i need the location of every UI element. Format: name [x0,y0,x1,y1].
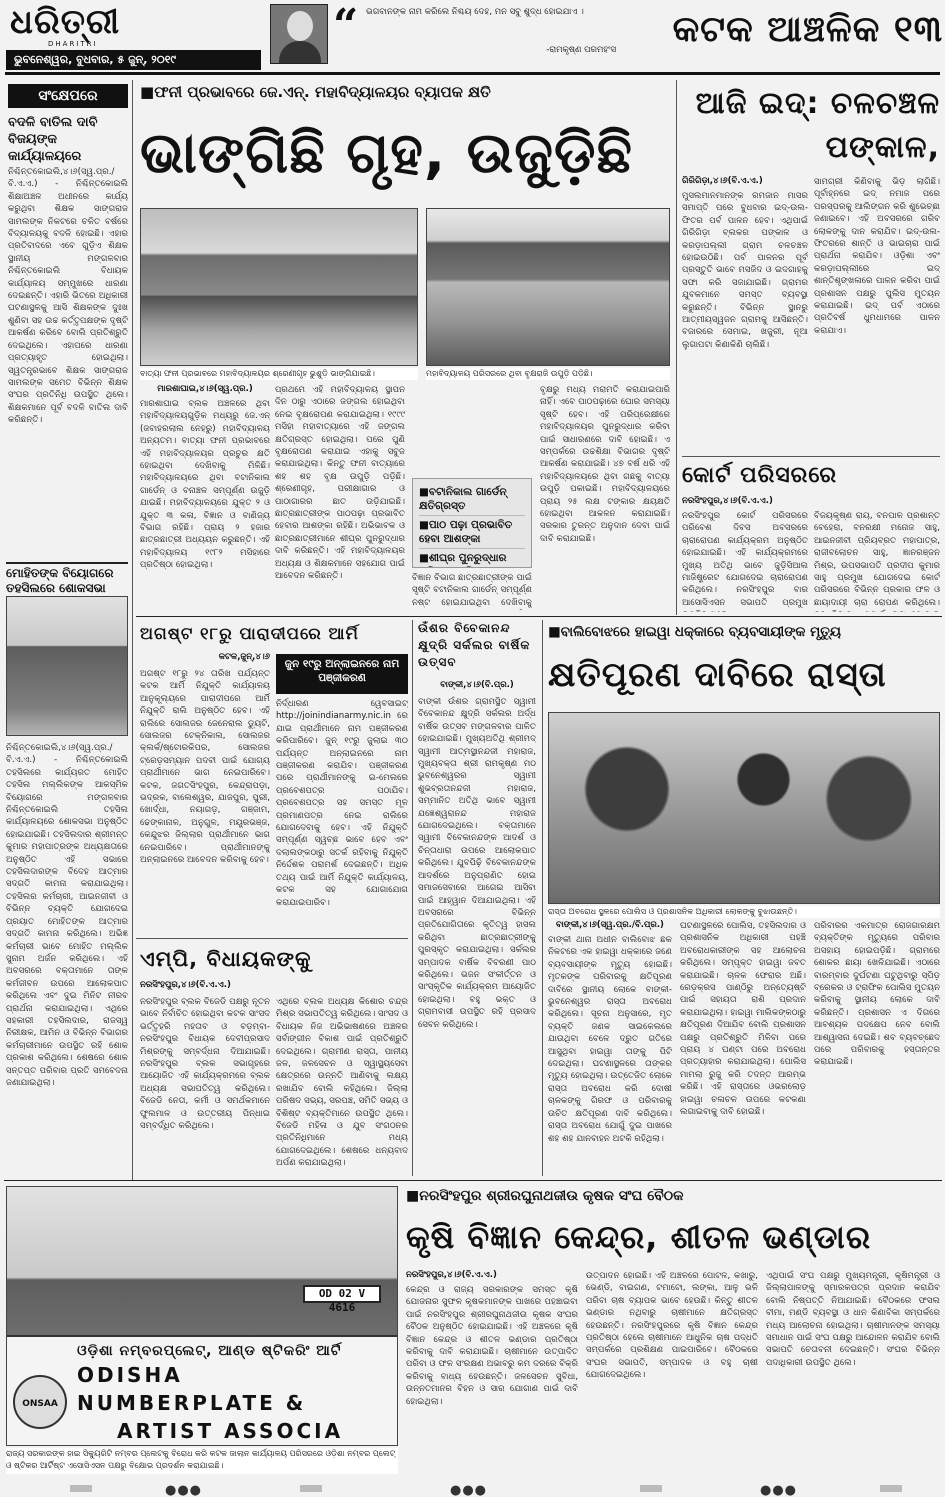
story4-body-col1: ଅଗଷ୍ଟ ୧୮ରୁ ୨୪ ତାରିଖ ପର୍ଯ୍ୟନ୍ତ କଟକ ଆର୍ମି ନିଯୁକ୍ତି କାର୍ଯ୍ୟାଳୟ ଆନୁକୂଲ୍ୟରେ ପାରାଦୀପରେ ଆର୍ମି ନିଯୁକ୍ତି ରାଲି ଅନୁଷ୍ଠିତ ହେବ। ଏହି ରାଲିରେ ସୋଲଜର ଜେନେରାଲ ଡ୍ୟୁଟି, ସୋଲଜର ଟେକ୍‌ନିକାଲ, ସୋଲଜର କ୍ଲର୍କ/ଷ୍ଟୋରକିପର, ସୋଲଜର ଟ୍ରେଡ଼ସମ୍ୟାନ ପଦବୀ ପାଇଁ ଯୋଗ୍ୟ ପ୍ରାର୍ଥୀମାନେ ଭାଗ ନେଇପାରିବେ। କଟକ, ଜଗତସିଂହପୁର, କେନ୍ଦ୍ରାପଡ଼ା, ଭଦ୍ରକ, ବାଲେଶ୍ୱର, ଯାଜପୁର, ପୁରୀ, ଖୋର୍ଦ୍ଧା, ନୟାଗଡ଼, ଗଞ୍ଜାମ, ଢେଙ୍କାନାଳ, ଅନୁଗୁଳ, ମୟୂରଭଞ୍ଜ, କେନ୍ଦୁଝର ଜିଲ୍ଲାର ପ୍ରାର୍ଥୀମାନେ ଭାଗ ନେଇପାରିବେ। ପ୍ରାର୍ଥୀମାନଙ୍କୁ ଅନ୍‌ଲାଇନରେ ଆବେଦନ କରିବାକୁ ହେବ। [140,669,270,866]
uprooted-trees-photo [426,208,670,366]
brief1-body: ନିଶ୍ଚିନ୍ତକୋଇଲି,୪।୬(ସ୍ୱ.ପ୍ର./ବି.ଏ.ଏ.) - ନିଶ୍ଚିନ୍ତକୋଇଲି ଶିକ୍ଷାଅଞ୍ଚଳ ଅଧୀନରେ କାର୍ଯ୍ୟ କରୁଥିବା ଶିକ୍ଷକ ସାଙ୍ଗରାଜ ସାମଲଙ୍କ ନିକଟରେ ଚଳିତ ବର୍ଷରେ ବିଦ୍ୟାଳୟକୁ ବଦଳି ହୋଇଛି। ଏହାର ପ୍ରତିବାଦରେ ଏବେ ଗୁଡ଼ିଏ ଶିକ୍ଷକ ସ୍ଥାନୀୟ ମଙ୍ଗଳବାର ନିଶ୍ଚିନ୍ତକୋଇଲି ବିଧାୟକ କାର୍ଯ୍ୟାଳୟ ସମ୍ମୁଖରେ ଧାରଣା ଦେଇଛନ୍ତି। ଏହାରି ଭିତରେ ଅଧିକାରୀ ଘଟଣାସ୍ଥଳକୁ ଆସି ଶିକ୍ଷକଙ୍କ ଦୁଃଖ ଶୁଣିବା ସହ ଉଚ୍ଚ କର୍ତ୍ତୃପକ୍ଷଙ୍କ ଦୃଷ୍ଟି ଆକର୍ଷଣ କରିବେ ବୋଲି ପ୍ରତିଶ୍ରୁତି ଦେଇଥିଲେ। ଏହାପରେ ଧାରଣା ପ୍ରତ୍ୟାହୃତ ହୋଇଥିଲା। ସ୍ୱତନ୍ତ୍ରଭାବେ ଶିକ୍ଷକ ସାଙ୍ଗରାଜ ସାମଲଙ୍କ ସମେତ ବିଭିନ୍ନ ଶିକ୍ଷକ ସଂଘର ପ୍ରତିନିଧି ଉପସ୍ଥିତ ଥିଲେ। ଶିକ୍ଷକମାନେ ପୂର୍ବ ବଦଳି ବାତିଲ ଦାବି କରିଛନ୍ତି। [8,167,128,426]
story6-dateline: ବାଙ୍କୀ,୪।୬(ସ୍ୱ.ପ୍ର./ବି.ପ୍ର.) [556,920,664,930]
brief2-headline[interactable]: ମୋହିତଙ୍କ ବିୟୋଗରେ ତହସିଲରେ ଶୋକସଭା [6,562,128,594]
story7-body-col1: ନରସିଂହପୁର ବ୍ଲକ ବିଜେଡି ପକ୍ଷରୁ ନୂତନ ଭାବେ ନିର୍ବାଚିତ ହୋଇଥିବା କଟକ ସାଂସଦ ଭର୍ତ୍ତୃହରି ମହତାବ ଓ ବଡ଼ମ୍ବା-ନରସିଂହପୁର ବିଧାୟକ ଦେବୀପ୍ରସାଦ ମିଶ୍ରଙ୍କୁ ସମ୍ବର୍ଦ୍ଧନା ଦିଆଯାଇଛି। ନରସିଂହପୁର ବ୍ଲକ ସଭାଗୃହରେ ଆୟୋଜିତ ଏହି କାର୍ଯ୍ୟକ୍ରମରେ ବ୍ଲକ ଅଧ୍ୟକ୍ଷ ସଭାପତିତ୍ୱ କରିଥିଲେ। ବିଜେଡି ନେତା, କର୍ମୀ ଓ ସମର୍ଥକମାନେ ଫୁଲମାଳ ଓ ଉତ୍ତରୀୟ ପିନ୍ଧାଇ ସମ୍ବର୍ଦ୍ଧିତ କରିଥିଲେ। [140,997,270,1132]
story6-caption: ରାସ୍ତା ଅବରୋଧ ସ୍ଥଳରେ ପୋଲିସ ଓ ପ୍ରଶାସନିକ ଅଧିକାରୀ ଲୋକଙ୍କୁ ବୁଝାଉଛନ୍ତି। [548,906,940,918]
story7-dateline: ନରସିଂହପୁର,୪।୬(ବି.ଏ.ଏ.) [140,980,231,990]
association-logo-icon: ONSAA [13,1375,67,1429]
story2-dateline: ଗିରିଗିଡ଼ା,୪।୬(ବି.ଏ.ଏ.) [682,176,763,186]
condolence-meeting-photo [6,596,128,736]
story1-kicker: ■ ଫନୀ ପ୍ରଭାବରେ ଜେ.ଏନ୍‌. ମହାବିଦ୍ୟାଳୟର ବ୍ୟାପକ କ୍ଷତି [140,82,660,104]
story1-headline[interactable]: ଭାଙ୍ଗିଛି ଗୃହ, ଉଜୁଡ଼ିଛି [140,121,633,186]
story1-body-col2: ପ୍ରଥମେ ଏହି ମହାବିଦ୍ୟାଳୟ ସ୍ଥାପନ ଦିନ ଠାରୁ ଏଠାରେ ଜଙ୍ଗଲ ହୋଇଥିବା ନେଇ ବୃକ୍ଷରୋପଣ କରାଯାଇଥିଲା। ୧୯୯୯ ମସିହା ମହାବାତ୍ୟାରେ ଏହି ଜଙ୍ଗଲ କ୍ଷତିଗ୍ରସ୍ତ ହୋଇଥିଲା। ପରେ ପୁଣି ବୃକ୍ଷରୋପଣ କରାଯାଇ ଏହାକୁ ସବୁଜ କରାଯାଇଥିଲା। କିନ୍ତୁ ଫନୀ ବାତ୍ୟାରେ ଶହ ଶହ ବୃକ୍ଷ ଉପୁଡ଼ି ପଡ଼ିଛି। ଶ୍ରେଣୀଗୃହ, ପରୀକ୍ଷାଗାର ଓ ପାଠାଗାରର ଛାତ ଉଡ଼ିଯାଇଛି। ଛାତ୍ରଛାତ୍ରୀଙ୍କ ପାଠପଢ଼ା ପ୍ରଭାବିତ ହେବାର ଆଶଙ୍କା ରହିଛି। ଅଭିଭାବକ ଓ ଛାତ୍ରଛାତ୍ରୀମାନେ ଶୀଘ୍ର ପୁନରୁଦ୍ଧାର ଦାବି କରିଛନ୍ତି। ଏହି ମହାବିଦ୍ୟାଳୟର ଅଧ୍ୟକ୍ଷ ଓ ଶିକ୍ଷକମାନେ ସହଯୋଗ ପାଇଁ ଆବେଦନ କରିଛନ୍ତି। [275,385,405,582]
story1-highlights-box [412,478,532,568]
story4-body-col2: ନିର୍ଦ୍ଧାରଣ ୱେବସାଇଟ୍‌ http://joinindianarmy.nic.in ରେ ଯାଇ ପ୍ରାର୍ଥୀମାନେ ନାମ ପଞ୍ଜୀକରଣ କରିପାରିବେ। ଜୁନ୍‌ ୧୯ରୁ ଜୁଲାଇ ୩୦ ପର୍ଯ୍ୟନ୍ତ ଅନ୍‌ଲାଇନରେ ନାମ ପଞ୍ଜୀକରଣ କରାଯିବ। ପଞ୍ଜୀକରଣ ପରେ ପ୍ରାର୍ଥୀମାନଙ୍କୁ ଇ-ମେଲରେ ପ୍ରବେଶପତ୍ର ପଠାଯିବ। ପ୍ରବେଶପତ୍ର ସହ ସମସ୍ତ ମୂଳ ପ୍ରମାଣପତ୍ର ନେଇ ରାଲିରେ ଯୋଗଦେବାକୁ ହେବ। ଏହି ନିଯୁକ୍ତି ସମ୍ପୂର୍ଣ୍ଣ ସ୍ୱଚ୍ଛ ଭାବେ ହେବ ଏବଂ ଦଲାଲଙ୍କଠାରୁ ସତର୍କ ରହିବାକୁ ନିଯୁକ୍ତି ନିର୍ଦ୍ଦେଶକ ପରାମର୍ଶ ଦେଇଛନ୍ତି। ଅଧିକ ତଥ୍ୟ ପାଇଁ ଆର୍ମି ନିଯୁକ୍ତି କାର୍ଯ୍ୟାଳୟ, କଟକ ସହ ଯୋଗାଯୋଗ କରାଯାଇପାରିବ। [276,699,408,908]
dateline: ଭୁବନେଶ୍ୱର, ବୁଧବାର, ୫ ଜୁନ୍, ୨୦୧୯ [6,50,261,70]
numberplate-protest-photo [6,1186,398,1446]
logo-subtitle: DHARITRI [48,40,98,48]
story3-body-col1: ନରସିଂହପୁର କୋର୍ଟ ପରିସରରେ ପରିବେଶ ଦିବସ ଅବସରରେ ଚାରାରୋପଣ କାର୍ଯ୍ୟକ୍ରମ ଅନୁଷ୍ଠିତ ହୋଇଯାଇଛି। ଏହି କାର୍ଯ୍ୟକ୍ରମରେ ମୁଖ୍ୟ ଅତିଥି ଭାବେ ଜୁଡ଼ିସିଆଲ ମାଜିଷ୍ଟ୍ରେଟ ଯୋଗଦେଇ ଚାରାରୋପଣ କରିଥିଲେ। ନରସିଂହପୁର ବାର ଆସୋସିଏସନ ସଭାପତି ପ୍ରମୁଖ [682,511,808,608]
road-block-protest-photo [548,712,940,904]
quote-portrait [270,4,328,64]
story5-body: ବାଙ୍କୀ ଉଁଶର ଗ୍ରାମସ୍ଥିତ ସ୍ୱାମୀ ବିବେକାନନ୍ଦ କ୍ଷୁଦ୍ରି ସର୍କଲର ଅର୍ଦ୍ଧ ବାର୍ଷିକ ଉତ୍ସବ ମଙ୍ଗଳବାର ପାଳିତ ହୋଇଯାଇଛି। ମୁଖ୍ୟଅତିଥି ଶ୍ରୀମଦ୍ ସ୍ୱାମୀ ଆତ୍ମସ୍ଥାନନ୍ଦଜୀ ମହାରାଜ, ମୁଖ୍ୟବକ୍ତା ଶ୍ରୀ ରାମକୃଷ୍ଣ ମଠ ଭୁବନେଶ୍ୱରର ସ୍ୱାମୀ ଶୁଭବ୍ରତାନନ୍ଦଜୀ ମହାରାଜ, ସମ୍ମାନିତ ଅତିଥି ଭାବେ ସ୍ୱାମୀ ଯଜ୍ଞେଶ୍ୱରାନନ୍ଦ ମହାରାଜ ଯୋଗଦେଇଥିଲେ। ବକ୍ତାମାନେ ସ୍ୱାମୀ ବିବେକାନନ୍ଦଙ୍କ ଆଦର୍ଶ ଓ ଚିନ୍ତାଧାରା ଉପରେ ଆଲୋକପାତ କରିଥିଲେ। ଯୁବପିଢ଼ି ବିବେକାନନ୍ଦଙ୍କ ଆଦର୍ଶରେ ଅନୁପ୍ରାଣିତ ହୋଇ ସମାଜସେବାରେ ଆଗେଇ ଆସିବା ପାଇଁ ଆହ୍ୱାନ ଦିଆଯାଇଥିଲା। ଏହି ଅବସରରେ ବିଭିନ୍ନ ପ୍ରତିଯୋଗିତାରେ କୃତିତ୍ୱ ହାସଲ କରିଥିବା ଛାତ୍ରଛାତ୍ରୀଙ୍କୁ ପୁରସ୍କୃତ କରାଯାଇଥିଲା। ସର୍କଲର ସମ୍ପାଦକ ବାର୍ଷିକ ବିବରଣୀ ପାଠ କରିଥିଲେ। ଭଜନ ସଂକୀର୍ତ୍ତନ ଓ ସାଂସ୍କୃତିକ କାର୍ଯ୍ୟକ୍ରମ ଆୟୋଜିତ ହୋଇଥିଲା। ବହୁ ଭକ୍ତ ଓ ଗ୍ରାମବାସୀ ଉପସ୍ଥିତ ରହି ପ୍ରସାଦ ସେବନ କରିଥିଲେ। [418,697,536,1030]
quote-author: -ରାମକୃଷ୍ଣ ପରମହଂସ [546,45,616,55]
highlight-item: ■ ବଟାନିକାଲ ଗାର୍ଡେନ୍ କ୍ଷତିଗ୍ରସ୍ତ [419,483,525,516]
highlight-item: ■ ଶୀଘ୍ର ପୁନରୁଦ୍ଧାର [419,549,525,568]
story2-headline[interactable]: ଆଜି ଇଦ୍‌: ଚଳଚଞ୍ଚଳ ପଙ୍କାଳ, [695,86,940,165]
association-banner [7,1335,397,1446]
story6-body-col1: ବାଙ୍କୀ ଥାନା ଅଧୀନ ବାଲିବୋଝ ଛକ ନିକଟରେ ଏକ ହାଇୱା ଧକ୍କାରେ ଜଣେ ବ୍ୟବସାୟୀଙ୍କ ମୃତ୍ୟୁ ହୋଇଛି। ମୃତକଙ୍କ ପରିବାରକୁ କ୍ଷତିପୂରଣ ଦାବିରେ ସ୍ଥାନୀୟ ଲୋକେ ବାଙ୍କୀ-ଭୁବନେଶ୍ୱର ରାସ୍ତା ଅବରୋଧ କରିଥିଲେ। ସୂଚନା ଅନୁସାରେ, ମୃତ ବ୍ୟକ୍ତି ଜଣକ ସାଇକେଲରେ ଯାଉଥିବା ବେଳେ ଦ୍ରୁତ ଗତିରେ ଆସୁଥିବା ହାଇୱା ତାଙ୍କୁ ପିଟି ଦେଇଥିଲା। ଘଟଣାସ୍ଥଳରେ ତାଙ୍କର ମୃତ୍ୟୁ ହୋଇଥିଲା। ଉତ୍ତେଜିତ ଲୋକେ ରାସ୍ତା ଅବରୋଧ କରି ଦୋଷୀ ଚାଳକଙ୍କୁ ଗିରଫ ଓ ପରିବାରକୁ ଉଚିତ କ୍ଷତିପୂରଣ ଦାବି କରିଥିଲେ। ରାସ୍ତା ଅବରୋଧ ଯୋଗୁଁ ଦୁଇ ପାଖରେ ଶହ ଶହ ଯାନବାହନ ଅଟକି ରହିଥିଲା। [548,935,672,1144]
banner-english-line1: ODISHA NUMBERPLATE & [77,1363,307,1415]
story1-body-col1: ମାରଶାଘାଇ ବ୍ଲକ ଅଞ୍ଚଳରେ ଥିବା ମହାବିଦ୍ୟାଳୟଗୁଡ଼ିକ ମଧ୍ୟରୁ ଜେ.ଏନ୍‌ (ଜବାହରଲାଲ ନେହରୁ) ମହାବିଦ୍ୟାଳୟ ଅନ୍ୟତମ। ବାତ୍ୟା ଫନୀ ପ୍ରଭାବରେ ଏହି ମହାବିଦ୍ୟାଳୟର ପ୍ରଚୁର କ୍ଷତି ହୋଇଥିବା ଦେଖିବାକୁ ମିଳିଛି। ମହାବିଦ୍ୟାଳୟରେ ଥିବା ବଟାନିକାଲ ଗାର୍ଡେନ୍ ଓ ବନାଞ୍ଚଳ ସମ୍ପୂର୍ଣ୍ଣ ଉଜୁଡ଼ି ଯାଇଛି। ମହାବିଦ୍ୟାଳୟରେ ଯୁକ୍ତ ୨ ଓ ଯୁକ୍ତ ୩ କଳା, ବିଜ୍ଞାନ ଓ ବାଣିଜ୍ୟ ବିଭାଗ ରହିଛି। ପ୍ରାୟ ୨ ହଜାର ଛାତ୍ରଛାତ୍ରୀ ଅଧ୍ୟୟନ କରୁଛନ୍ତି। ଏହି ମହାବିଦ୍ୟାଳୟ ୧୯୮୨ ମସିହାରେ ପ୍ରତିଷ୍ଠା ହୋଇଥିଲା। [140,399,270,571]
banner-english-line2: ARTIST ASSOCIA [117,1419,344,1443]
brief2-body: ନିଶ୍ଚିନ୍ତକୋଇଲି,୪।୬(ସ୍ୱ.ପ୍ର./ବି.ଏ.ଏ.) - ନିଶ୍ଚିନ୍ତକୋଇଲି ତହସିଲରେ କାର୍ଯ୍ୟରତ ମୋହିତ ତହସିଲ ମଲ୍ଲିକଙ୍କ ଆକସ୍ମିକ ବିୟୋଗରେ ମଙ୍ଗଳବାର ନିଶ୍ଚିନ୍ତକୋଇଲି ତହସିଲ କାର୍ଯ୍ୟାଳୟରେ ଶୋକସଭା ଅନୁଷ୍ଠିତ ହୋଇଯାଇଛି। ତହସିଲଦାର ଶ୍ରୀମନ୍ତ କୁମାର ମହାପାତ୍ରଙ୍କ ଅଧ୍ୟକ୍ଷତାରେ ଅନୁଷ୍ଠିତ ଏହି ସଭାରେ ତହସିଲଦାରଙ୍କ ବିଦେହ ଆତ୍ମାର ସଦ୍ଗତି କାମନା କରାଯାଇଥିଲା। ତହସିଲର କର୍ମଚାରୀ, ଆଇନଜୀବୀ ଓ ବିଭିନ୍ନ ବ୍ୟକ୍ତି ଯୋଗଦେଇ ପ୍ରୟାତ ମୋହିତଙ୍କ ଆତ୍ମାର ସଦ୍ଗତି କାମନା କରିଥିଲେ। ଅଭିଜ୍ଞ କର୍ମଚାରୀ ଭାବେ ମୋହିତ ମଲ୍ଲିକ ସୁନାମ ଅର୍ଜନ କରିଥିଲେ। ଏହି ଅବସରରେ ବକ୍ତାମାନେ ତାଙ୍କ କର୍ମଜୀବନ ଉପରେ ଆଲୋକପାତ କରିଥିଲେ ଏବଂ ଦୁଇ ମିନିଟ ନୀରବ ପ୍ରାର୍ଥନା କରାଯାଇଥିଲା। ଏଥିରେ ସହକାରୀ ତହସିଲଦାର, ରାଜସ୍ୱ ନିରୀକ୍ଷକ, ଆମିନ ଓ ବିଭିନ୍ନ ବିଭାଗର କର୍ମଚାରୀମାନେ ଉପସ୍ଥିତ ରହି ଶୋକ ପ୍ରକାଶ କରିଥିଲେ। ଶେଷରେ ଶୋକ ସନ୍ତପ୍ତ ପରିବାର ପ୍ରତି ସମବେଦନା ଜଣାଯାଇଥିଲା। [6,743,128,1088]
story1-body-col4: ବୃକ୍ଷରୁ ମଧ୍ୟ ମରାମତି କରାଯାଇପାରି ନାହିଁ। ଏବେ ପାଠପଢ଼ାରେ ଘୋର ସମସ୍ୟା ସୃଷ୍ଟି ହେବ। ଏହି ପରିପ୍ରେକ୍ଷୀରେ ମହାବିଦ୍ୟାଳୟର ପୁନରୁଦ୍ଧାର କରିବା ପାଇଁ ସାଧାରଣରେ ଦାବି ହୋଇଛି। ଏ ସମ୍ପର୍କରେ ଉଚ୍ଚଶିକ୍ଷା ବିଭାଗର ଦୃଷ୍ଟି ଆକର୍ଷଣ କରାଯାଇଛି। ୪୭ ବର୍ଷ ଧରି ଏହି ମହାବିଦ୍ୟାଳୟରେ ଥିବା ଗଛକୁ ବାତ୍ୟା ଉପୁଡ଼ି ପକାଇଛି। ମହାବିଦ୍ୟାଳୟରେ ପ୍ରାୟ ୨୫ ଲକ୍ଷ ଟଙ୍କାର କ୍ଷୟକ୍ଷତି ହୋଇଥିବା ଆକଳନ କରାଯାଇଛି। ସରକାର ତୁରନ୍ତ ଅନୁଦାନ ଦେବା ପାଇଁ ଦାବି କରାଯାଇଛି। [540,385,670,544]
story6-kicker: ■ ବାଲିବୋଝରେ ହାଇୱା ଧକ୍କାରେ ବ୍ୟବସାୟୀଙ୍କ ମୃତ୍ୟୁ [548,622,940,644]
footer-dots: ●●● [450,1483,488,1497]
story1-dateline: ମାରଶାଘାଇ,୪।୬(ସ୍ୱ.ପ୍ର.) [157,384,253,394]
page-section-title: କଟକ ଆଞ୍ଚଳିକ ୧୩ [672,9,943,50]
story8-body-col2: ଉତ୍ପାଦନ ହୋଇଛି। ଏହି ଅଞ୍ଚଳରେ ପୋଟଳ, କଖାରୁ, ଭେଣ୍ଡି, ବାଇଗଣ, ଟମାଟୋ, ଲଙ୍କା, ଆଳୁ ଭଳି ପରିବା ଚାଷ ବ୍ୟାପକ ଭାବେ ହେଉଛି। କିନ୍ତୁ ଶୀତଳ ଭଣ୍ଡାର ନଥିବାରୁ ଚାଷୀମାନେ କ୍ଷତିଗ୍ରସ୍ତ ହେଉଛନ୍ତି। ନରସିଂହପୁରରେ କୃଷି ବିଜ୍ଞାନ କେନ୍ଦ୍ର ପ୍ରତିଷ୍ଠା ହେଲେ ଚାଷୀମାନେ ଆଧୁନିକ ଚାଷ ପଦ୍ଧତି ସମ୍ପର୍କରେ ପ୍ରଶିକ୍ଷଣ ପାଇପାରିବେ। ବୈଠକରେ ସଂଘର ସଭାପତି, ସମ୍ପାଦକ ଓ ବହୁ ଚାଷୀ ଯୋଗଦେଇଥିଲେ। [586,1271,758,1381]
story8-kicker: ■ ନରସିଂହପୁର ଶ୍ରୀରଘୁନାଥଜୀଉ କୃଷକ ସଂଘ ବୈଠକ [406,1186,940,1208]
story8-body-col1: କେନ୍ଦ୍ର ଓ ରାଜ୍ୟ ସରକାରଙ୍କ ସମସ୍ତ କୃଷି ଯୋଜନାର ସୁଫଳ କୃଷକମାନଙ୍କ ପାଖରେ ପହଞ୍ଚାଇବା ପାଇଁ ନରସିଂହପୁର ଶ୍ରୀରଘୁନାଥଜୀଉ କୃଷକ ସଂଘର ବୈଠକ ଅନୁଷ୍ଠିତ ହୋଇଯାଇଛି। ଏହି ଅଞ୍ଚଳରେ କୃଷି ବିଜ୍ଞାନ କେନ୍ଦ୍ର ଓ ଶୀତଳ ଭଣ୍ଡାର ପ୍ରତିଷ୍ଠା କରିବାକୁ ଦାବି କରାଯାଇଛି। ଚାଷୀମାନେ ଉତ୍ପାଦିତ ପରିବା ଓ ଫଳ ସଂରକ୍ଷଣ ଅଭାବରୁ କମ ଦରରେ ବିକ୍ରି କରିବାକୁ ବାଧ୍ୟ ହେଉଛନ୍ତି। ଜଳସେଚନ ସୁବିଧା, ଉନ୍ନତମାନର ବିହନ ଓ ସାର ଯୋଗାଣ ପାଇଁ ଦାବି ହୋଇଥିଲା। [406,1285,578,1407]
story7-body-col2: ଏଥିରେ ବ୍ଲକ ଅଧ୍ୟକ୍ଷ କିଶୋର ଚନ୍ଦ୍ର ମିଶ୍ର ସଭାପତିତ୍ୱ କରିଥିଲେ। ସାଂସଦ ଓ ବିଧାୟକ ନିଜ ଅଭିଭାଷଣରେ ଅଞ୍ଚଳର ସର୍ବାଙ୍ଗୀନ ବିକାଶ ପାଇଁ ପ୍ରତିଶ୍ରୁତି ଦେଇଥିଲେ। ଗ୍ରାମୀଣ ରାସ୍ତା, ପାନୀୟ ଜଳ, ଜଳସେଚନ ଓ ସ୍ୱାସ୍ଥ୍ୟସେବା କ୍ଷେତ୍ରରେ ଉନ୍ନତି ଆଣିବାକୁ ଲକ୍ଷ୍ୟ ରଖାଯିବ ବୋଲି କହିଥିଲେ। ଜିଲ୍ଲା ପରିଷଦ ସଭ୍ୟ, ସରପଞ୍ଚ, ସମିତି ସଭ୍ୟ ଓ ବିଶିଷ୍ଟ ବ୍ୟକ୍ତିମାନେ ଉପସ୍ଥିତ ଥିଲେ। ବିଜେଡି ମହିଳା ଓ ଯୁବ ସଂଗଠନର ପ୍ରତିନିଧିମାନେ ମଧ୍ୟ ଯୋଗଦେଇଥିଲେ। ଶେଷରେ ଧନ୍ୟବାଦ ଅର୍ପଣ କରାଯାଇଥିଲା। [276,997,408,1169]
collapsed-classroom-photo [140,208,418,366]
story8-body-col3: ଏଥିପାଇଁ ସଂଘ ପକ୍ଷରୁ ମୁଖ୍ୟମନ୍ତ୍ରୀ, କୃଷିମନ୍ତ୍ରୀ ଓ ଜିଲ୍ଲାପାଳଙ୍କୁ ସ୍ମାରକପତ୍ର ପ୍ରଦାନ କରାଯିବ ବୋଲି ନିଷ୍ପତ୍ତି ନିଆଯାଇଛି। ବୈଠକରେ ଫସଲ ବୀମା, ମଣ୍ଡି ବ୍ୟବସ୍ଥା ଓ ଧାନ କିଣାବିକା ସମ୍ପର୍କରେ ମଧ୍ୟ ଆଲୋଚନା ହୋଇଥିଲା। ଚାଷୀମାନଙ୍କ ସମସ୍ୟା ସମାଧାନ ପାଇଁ ସଂଘ ପକ୍ଷରୁ ଆନ୍ଦୋଳନ କରାଯିବ ବୋଲି ସଭାପତି ଚେତାବନୀ ଦେଇଛନ୍ତି। ସଂଘର ବିଭିନ୍ନ ପଦାଧିକାରୀ ଉପସ୍ଥିତ ଥିଲେ। [766,1271,940,1368]
story7-headline[interactable]: ଏମ୍‌ପି, ବିଧାୟକଙ୍କୁ [140,947,312,971]
story4-headline[interactable]: ଅଗଷ୍ଟ ୧୮ରୁ ପାରାଦୀପରେ ଆର୍ମି [140,624,359,643]
story1-body-col3b: ବିଜ୍ଞାନ ବିଭାଗ ଛାତ୍ରଛାତ୍ରୀଙ୍କ ପାଇଁ ସୃଷ୍ଟି ବଟାନିକାଲ ଗାର୍ଡେନ୍‌ ସମ୍ପୂର୍ଣ୍ଣ ନଷ୍ଟ ହୋଇଯାଇଥିବା ଦେଖିବାକୁ [412,573,532,608]
vehicle-number-plate: OD 02 V 4616 [303,1285,381,1303]
masthead-rule [5,72,940,75]
brief1-headline[interactable]: ବଦଳି ବାତିଲ ଦାବି ବିଜୟଙ୍କ କାର୍ଯ୍ୟାଳୟରେ [8,115,98,164]
banner-odia-text: ଓଡ଼ିଶା ନମ୍ବରପ୍ଲେଟ୍, ଆଣ୍ଡ ଷ୍ଟିକରିଂ ଆର୍ଟି [77,1343,342,1359]
story6-body-col3: ପରିବାରର ଏକମାତ୍ର ରୋଜଗାରକ୍ଷମ ବ୍ୟକ୍ତିଙ୍କ ମୃତ୍ୟୁରେ ପରିବାର ଅସହାୟ ହୋଇପଡ଼ିଛି। ଗ୍ରାମରେ ଶୋକର ଛାୟା ଖେଳିଯାଇଛି। ଏଠାରେ ବାରମ୍ବାର ଦୁର୍ଘଟଣା ଘଟୁଥିବାରୁ ସ୍ପିଡ଼ ବ୍ରେକର ଓ ଟ୍ରାଫିକ ପୋଲିସ ମୁତୟନ କରିବାକୁ ସ୍ଥାନୀୟ ଲୋକେ ଦାବି କରିଛନ୍ତି। ପ୍ରଶାସନ ଏ ଦିଗରେ ଆବଶ୍ୟକ ପଦକ୍ଷେପ ନେବ ବୋଲି ଆଶ୍ୱାସନା ଦେଇଛି। ଶବ ବ୍ୟବଚ୍ଛେଦ ପରେ ପରିବାରକୁ ହସ୍ତାନ୍ତର କରାଯାଇଛି। [814,921,940,1068]
story1-caption-1: ବାତ୍ୟା ଫନୀ ପ୍ରଭାବରେ ମହାବିଦ୍ୟାଳୟର ଶ୍ରେଣୀଗୃହ ଭୁଶୁଡ଼ି ଭାଙ୍ଗିଯାଇଛି। [140,368,418,380]
story8-dateline: ନରସିଂହପୁର,୪।୬(ବି.ଏ.ଏ.) [406,1270,497,1280]
story5-headline[interactable]: ଉଁଶର ବିବେକାନନ୍ଦ କ୍ଷୁଦ୍ରି ସର୍କଲର ବାର୍ଷିକ ଉତ୍ସବ [418,621,531,669]
logo-wordmark: ଧରିତ୍ରୀ [10,4,121,42]
story3-dateline: ନରସିଂହପୁର,୪।୬(ବି.ଏ.ଏ.) [682,496,773,506]
story3-body-col2: ବିଜୟକୃଷ୍ଣ ରାୟ, ବନପାଳ ପ୍ରଶାନ୍ତ ବେହେରା, ବନରକ୍ଷୀ ମନୋଜ ସାହୁ, ଆଇନଜୀବୀ ପ୍ରିୟବ୍ରତ ମହାପାତ୍ର, ରାଜୀବଲୋଚନ ସାହୁ, ଜ୍ଞାନରଞ୍ଜନ ମିଶ୍ର, ଉପସଭାପତି ପ୍ରଦୀପ କୁମାର ସାହୁ ପ୍ରମୁଖ ଯୋଗଦେଇ କୋର୍ଟ ପରିସରରେ ବିଭିନ୍ନ ପ୍ରକାର ଫଳ ଓ ଛାୟାଦାୟୀ ଚାରା ରୋପଣ କରିଥିଲେ। [814,511,940,608]
daily-quote [366,6,656,66]
briefs-badge: ସଂକ୍ଷେପରେ [8,84,128,108]
story2-body-col1: ମୁସଲମାନମାନଙ୍କ ରମଜାନ ମାସର ସମାପ୍ତି ପରେ ବୁଧବାର ଇଦ୍‌-ଉଲ-ଫିତର ପର୍ବ ପାଳନ ହେବ। ଏଥିପାଇଁ ଗିରିଗିଡ଼ା ବ୍ଲକର ପଙ୍କାଳ ଓ କରଡ଼ାପଲ୍ଲୀ ଗ୍ରାମ ଚଳଚଞ୍ଚଳ ହୋଇଉଠିଛି। ପର୍ବ ପାଳନର ପୂର୍ବ ପ୍ରସ୍ତୁତି ଭାବେ ମସଜିଦ ଓ ଇଦଗାହକୁ ସଫା କରି ସଜାଯାଇଛି। ଗ୍ରାମର ଯୁବକମାନେ ସମସ୍ତ ବ୍ୟବସ୍ଥା କରୁଛନ୍ତି। ବିଭିନ୍ନ ସ୍ଥାନରୁ ଆତ୍ମୀୟସ୍ୱଜନ ଗ୍ରାମକୁ ଆସିଛନ୍ତି। ବଜାରରେ ସେମାଇ, ଖଜୁରୀ, ନୂଆ ଲୁଗାପଟା କିଣାକିଣି ଚାଲିଛି। [682,191,808,350]
story5-dateline: ବାଙ୍କୀ,୪।୬(ବି.ପ୍ର.) [440,680,514,690]
story4-dateline: କଟକ,ଜୁନ୍‌,୪।୬ [218,652,270,662]
quote-mark-icon: “ [333,6,359,34]
story1-caption-2: ମହାବିଦ୍ୟାଳୟ ପରିସରରେ ଥିବା ବୃକ୍ଷରାଜି ଉପୁଡ଼ି ପଡ଼ିଛି। [426,368,670,380]
story6-body-col2: ଘଟଣାସ୍ଥଳରେ ପୋଲିସ, ତହସିଲଦାର ଓ ପ୍ରଶାସନିକ ଅଧିକାରୀ ପହଞ୍ଚି ଅବରୋଧକାରୀଙ୍କ ସହ ଆଲୋଚନା କରିଥିଲେ। ସମ୍ପୃକ୍ତ ହାଇୱା ଜବତ କରାଯାଇଛି। ଚାଳକ ଫେରାର ଅଛି। ରେଡ଼କ୍ରସ ପାଣ୍ଠିରୁ ଅନ୍ତ୍ୟେଷ୍ଟି ପାଇଁ ସହାୟତା ରାଶି ପ୍ରଦାନ କରାଯାଇଥିଲା। ହାଇୱା ମାଲିକଙ୍କଠାରୁ କ୍ଷତିପୂରଣ ଦିଆଯିବ ବୋଲି ପ୍ରଶାସନ ପକ୍ଷରୁ ପ୍ରତିଶ୍ରୁତି ମିଳିବା ପରେ ପ୍ରାୟ ୪ ଘଣ୍ଟା ପରେ ଅବରୋଧ ପ୍ରତ୍ୟାହାର କରାଯାଇଥିଲା। ପୋଲିସ ମାମଲା ରୁଜୁ କରି ତଦନ୍ତ ଆରମ୍ଭ କରିଛି। ଏହି ରାସ୍ତାରେ ଓଭରଲୋଡ଼ ହାଇୱା ଚଳାଚଳ ଉପରେ କଟକଣା ଲଗାଇବାକୁ ଦାବି ହୋଇଛି। [680,921,806,1118]
dharitri-logo[interactable] [10,4,160,50]
story3-headline[interactable]: କୋର୍ଟ ପରିସରରେ [682,463,838,488]
bottom-photo-caption: ରାଜ୍ୟ ସରକାରଙ୍କ ହାଇ ସିକ୍ୟୁରିଟି ନମ୍ବର ପ୍ଲେଟକୁ ବିରୋଧ କରି କଟକ ଜାଲାନ କାର୍ଯ୍ୟାଳୟ ପରିସରରେ ଓଡ଼ିଶା ନମ୍ବର ପ୍ଲେଟ୍ ଓ ଷ୍ଟିକର ଆର୍ଟିଷ୍ଟ ଏସୋସିଏସନ ପକ୍ଷରୁ ବିକ୍ଷୋଭ ପ୍ରଦର୍ଶନ କରାଯାଇଛି। [6,1448,398,1474]
footer-dots: ●●● [165,1483,203,1497]
story6-headline[interactable]: କ୍ଷତିପୂରଣ ଦାବିରେ ରାସ୍ତା [548,655,887,695]
highlight-item: ■ ପାଠ ପଢ଼ା ପ୍ରଭାବିତ ହେବା ଆଶଙ୍କା [419,516,525,549]
footer-dots: ●●● [760,1483,798,1497]
story2-body-col2: ସାମଗ୍ରୀ କିଣିବାକୁ ଭିଡ଼ ଲାଗିଛି। ପୂର୍ବାହ୍ନରେ ଇଦ୍ ନମାଜ ପରେ ପରସ୍ପରକୁ ଆଲିଙ୍ଗନ କରି ଶୁଭେଚ୍ଛା ଜଣାଇବେ। ଏହି ଅବସରରେ ଗରିବ ଲୋକଙ୍କୁ ଦାନ କରାଯିବ। ଇଦ୍‌-ଉଲ-ଫିତରରେ ଶାନ୍ତି ଓ ଭାଇଚାରା ପାଇଁ ପ୍ରାର୍ଥନା କରାଯିବ। ଓଡ଼ିଶା ଏବଂ କରଡ଼ାପଲ୍ଲୀରେ ଇଦ୍ ଶାନ୍ତିଶୃଙ୍ଖଳାରେ ପାଳନ କରିବା ପାଇଁ ପ୍ରଶାସନ ପକ୍ଷରୁ ପୁଲିସ ମୁତୟନ କରାଯାଇଛି। ଇଦ୍‌ ପର୍ବ ଏଠାରେ ପ୍ରତିବର୍ଷ ଧୁମଧାମରେ ପାଳନ କରାଯାଏ। [814,177,940,336]
quote-text: ଭଗବାନଙ୍କ ନାମ କରିଲେ ନିଶ୍ଚୟ ଦେହ, ମନ ସବୁ ଶୁଦ୍ଧ ହୋଇଯାଏ । [366,7,584,17]
story4-subhead: ଜୁନ ୧୯ରୁ ଅନ୍‌ଲାଇନରେ ନାମ ପଞ୍ଜୀକରଣ [276,654,408,694]
story8-headline[interactable]: କୃଷି ବିଜ୍ଞାନ କେନ୍ଦ୍ର, ଶୀତଳ ଭଣ୍ଡାର [406,1218,872,1256]
page-footer [0,1480,945,1497]
